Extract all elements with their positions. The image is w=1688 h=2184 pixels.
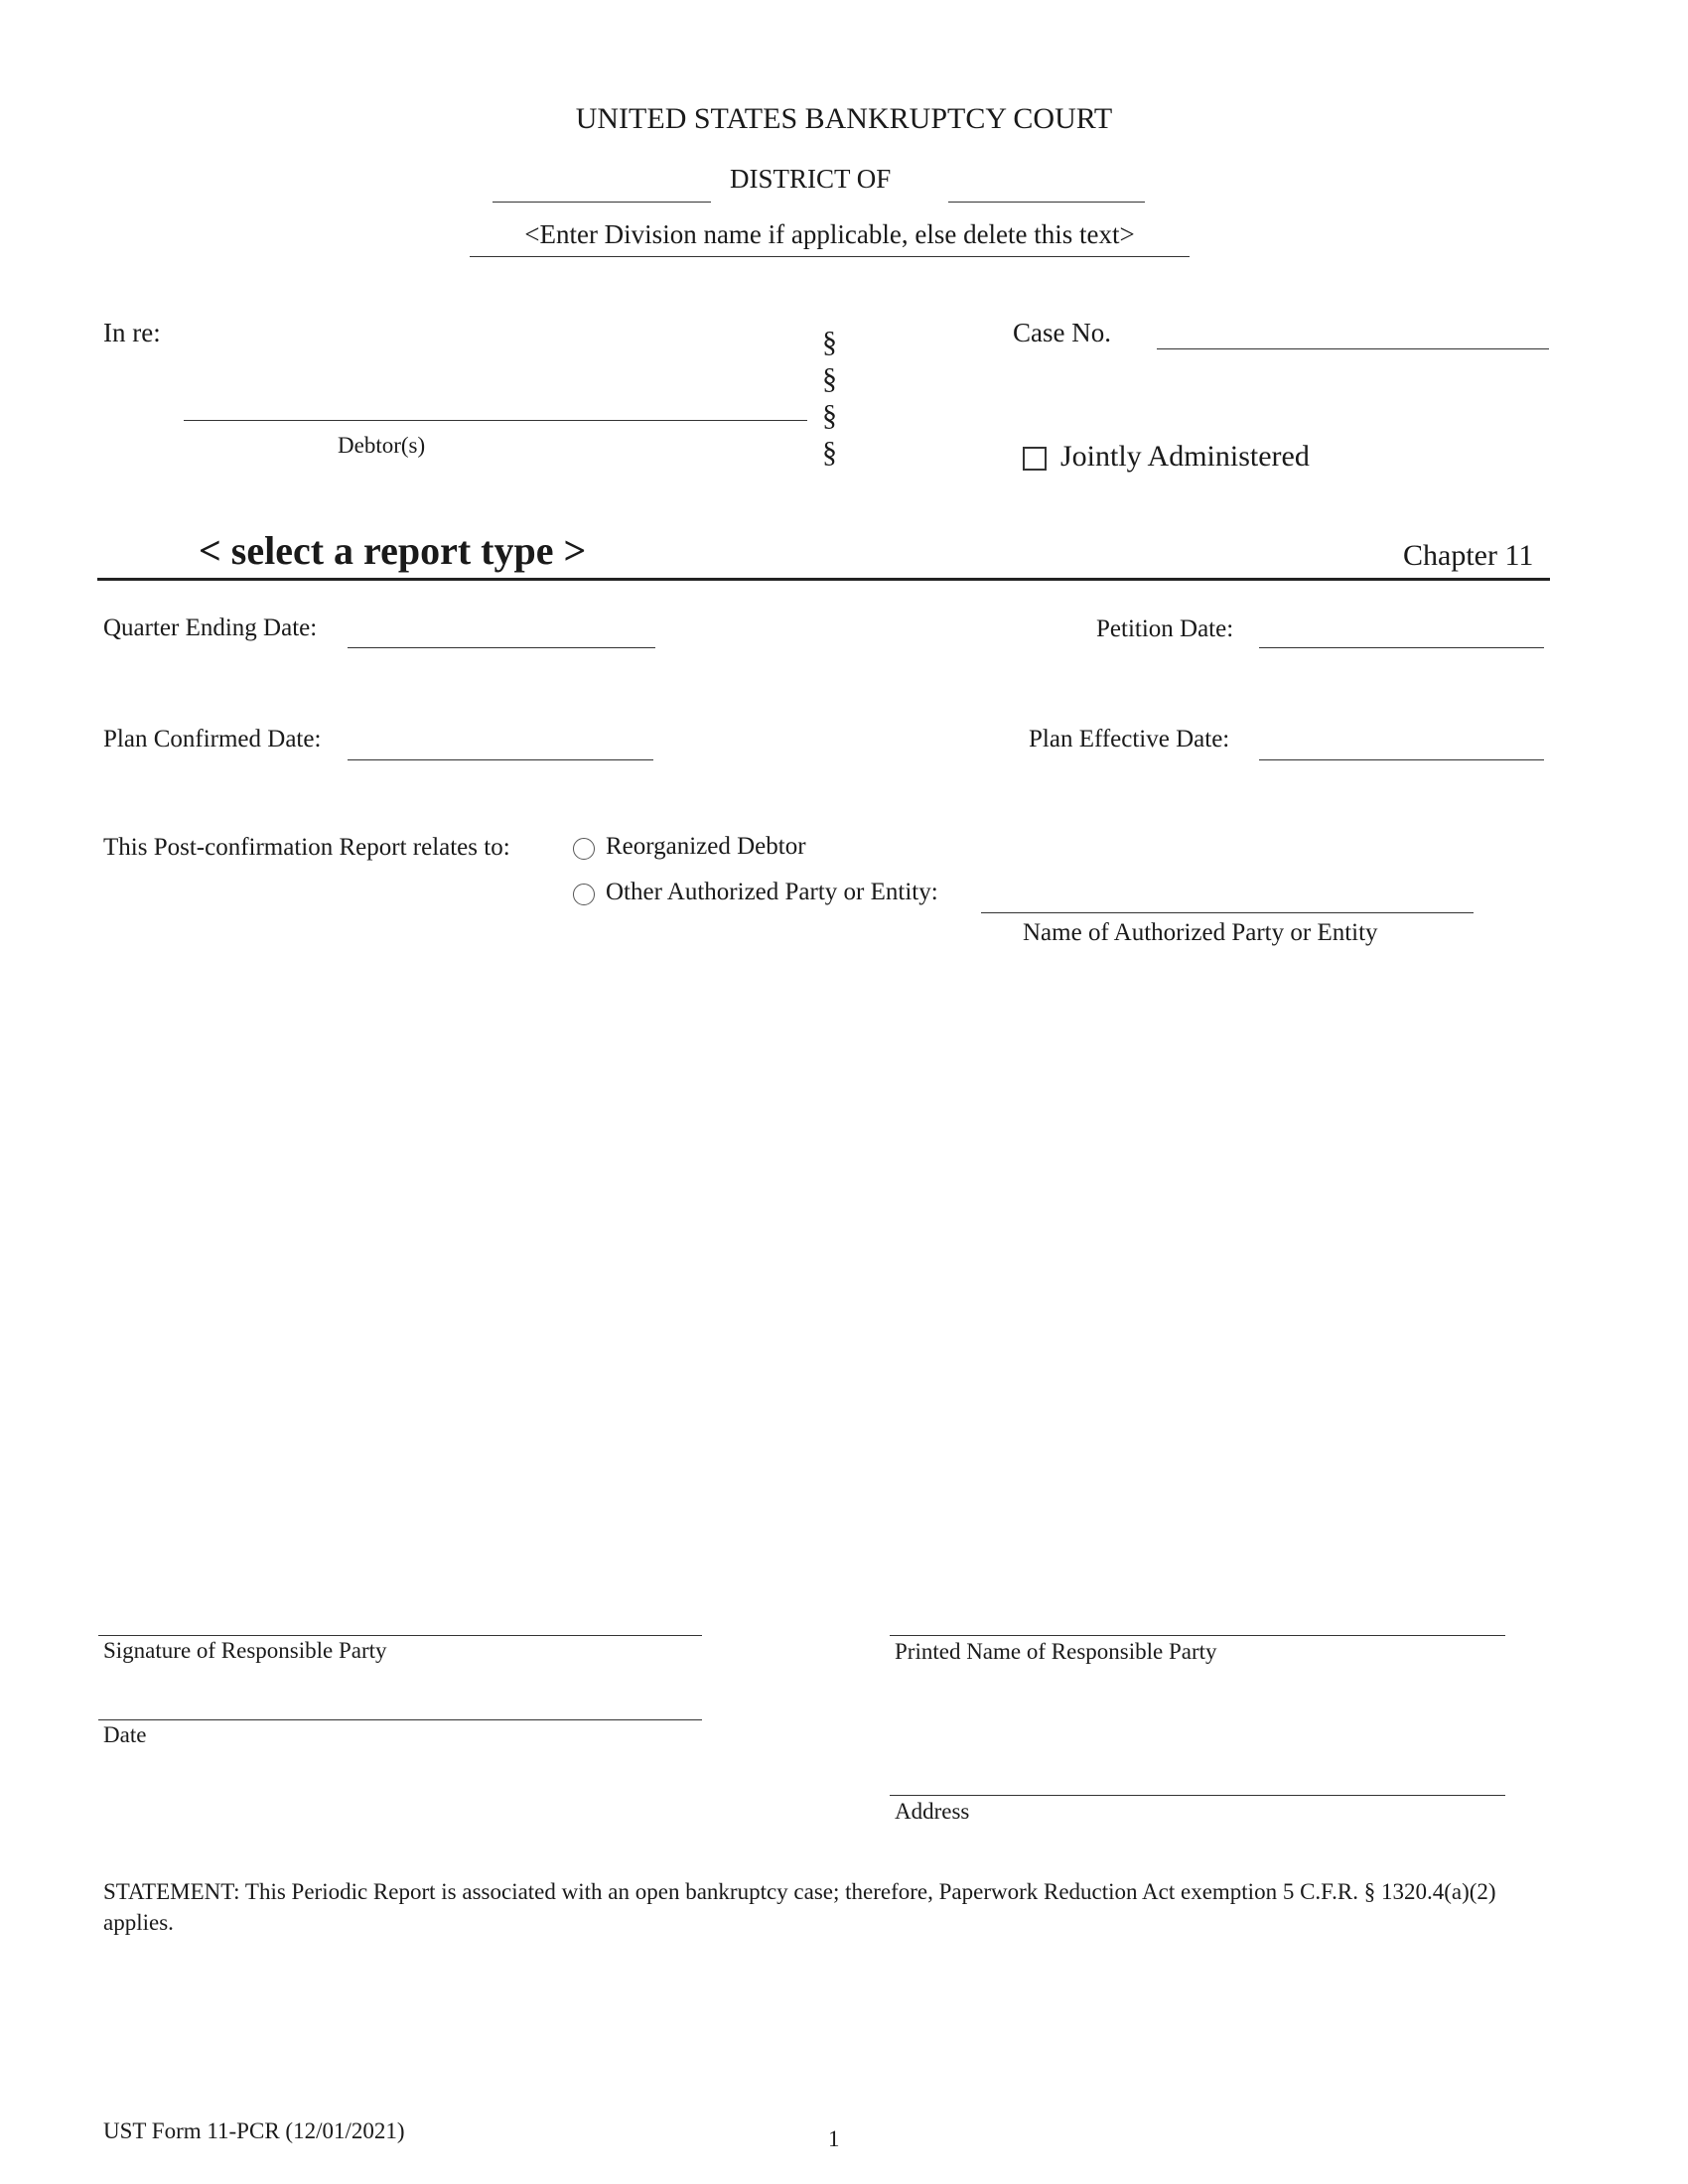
in-re-label: In re: [103,318,161,347]
section-symbol: § [822,436,837,469]
district-right-field[interactable] [948,202,1145,203]
authorized-party-caption: Name of Authorized Party or Entity [1023,919,1378,946]
paperwork-statement: STATEMENT: This Periodic Report is associated with an open bankruptcy case; therefore, Paperwork Reduction Act exemption 5 C.F.R. § 1320.4(a)(2) applies. [103,1879,1496,1935]
relates-to-label: This Post-confirmation Report relates to: [103,834,510,861]
plan-confirmed-field[interactable] [348,759,653,760]
chapter-label: Chapter 11 [1403,539,1534,572]
authorized-party-name-field[interactable] [981,912,1474,913]
signature-field[interactable] [98,1635,702,1636]
section-symbol: § [822,362,837,395]
report-type-select[interactable]: < select a report type > [199,528,587,573]
plan-confirmed-label: Plan Confirmed Date: [103,726,322,752]
printed-name-label: Printed Name of Responsible Party [895,1639,1217,1664]
jointly-administered-label: Jointly Administered [1060,440,1310,473]
address-label: Address [895,1799,970,1824]
section-symbol: § [822,399,837,432]
other-party-label: Other Authorized Party or Entity: [606,879,938,905]
reorganized-debtor-label: Reorganized Debtor [606,833,806,860]
plan-effective-field[interactable] [1259,759,1544,760]
district-label: DISTRICT OF [730,164,892,194]
printed-name-field[interactable] [890,1635,1505,1636]
quarter-ending-field[interactable] [348,647,655,648]
other-party-radio[interactable] [573,884,595,905]
date-label: Date [103,1722,147,1747]
form-id: UST Form 11-PCR (12/01/2021) [103,2118,405,2143]
case-no-label: Case No. [1013,318,1111,347]
court-title: UNITED STATES BANKRUPTCY COURT [575,102,1113,135]
plan-effective-label: Plan Effective Date: [1029,726,1230,752]
debtor-label: Debtor(s) [338,433,426,458]
section-symbol: § [822,326,837,358]
jointly-administered-checkbox[interactable] [1023,447,1047,471]
page-number: 1 [828,2126,840,2151]
section-divider [97,578,1550,581]
petition-date-field[interactable] [1259,647,1544,648]
debtor-name-field[interactable] [184,420,807,421]
reorganized-debtor-radio[interactable] [573,838,595,860]
district-left-field[interactable] [492,202,711,203]
petition-date-label: Petition Date: [1096,615,1234,642]
quarter-ending-label: Quarter Ending Date: [103,614,318,641]
case-no-field[interactable] [1157,348,1549,349]
signature-label: Signature of Responsible Party [103,1638,387,1663]
date-field[interactable] [98,1719,702,1720]
address-field[interactable] [890,1795,1505,1796]
division-field[interactable]: <Enter Division name if applicable, else delete this text> [470,219,1190,257]
